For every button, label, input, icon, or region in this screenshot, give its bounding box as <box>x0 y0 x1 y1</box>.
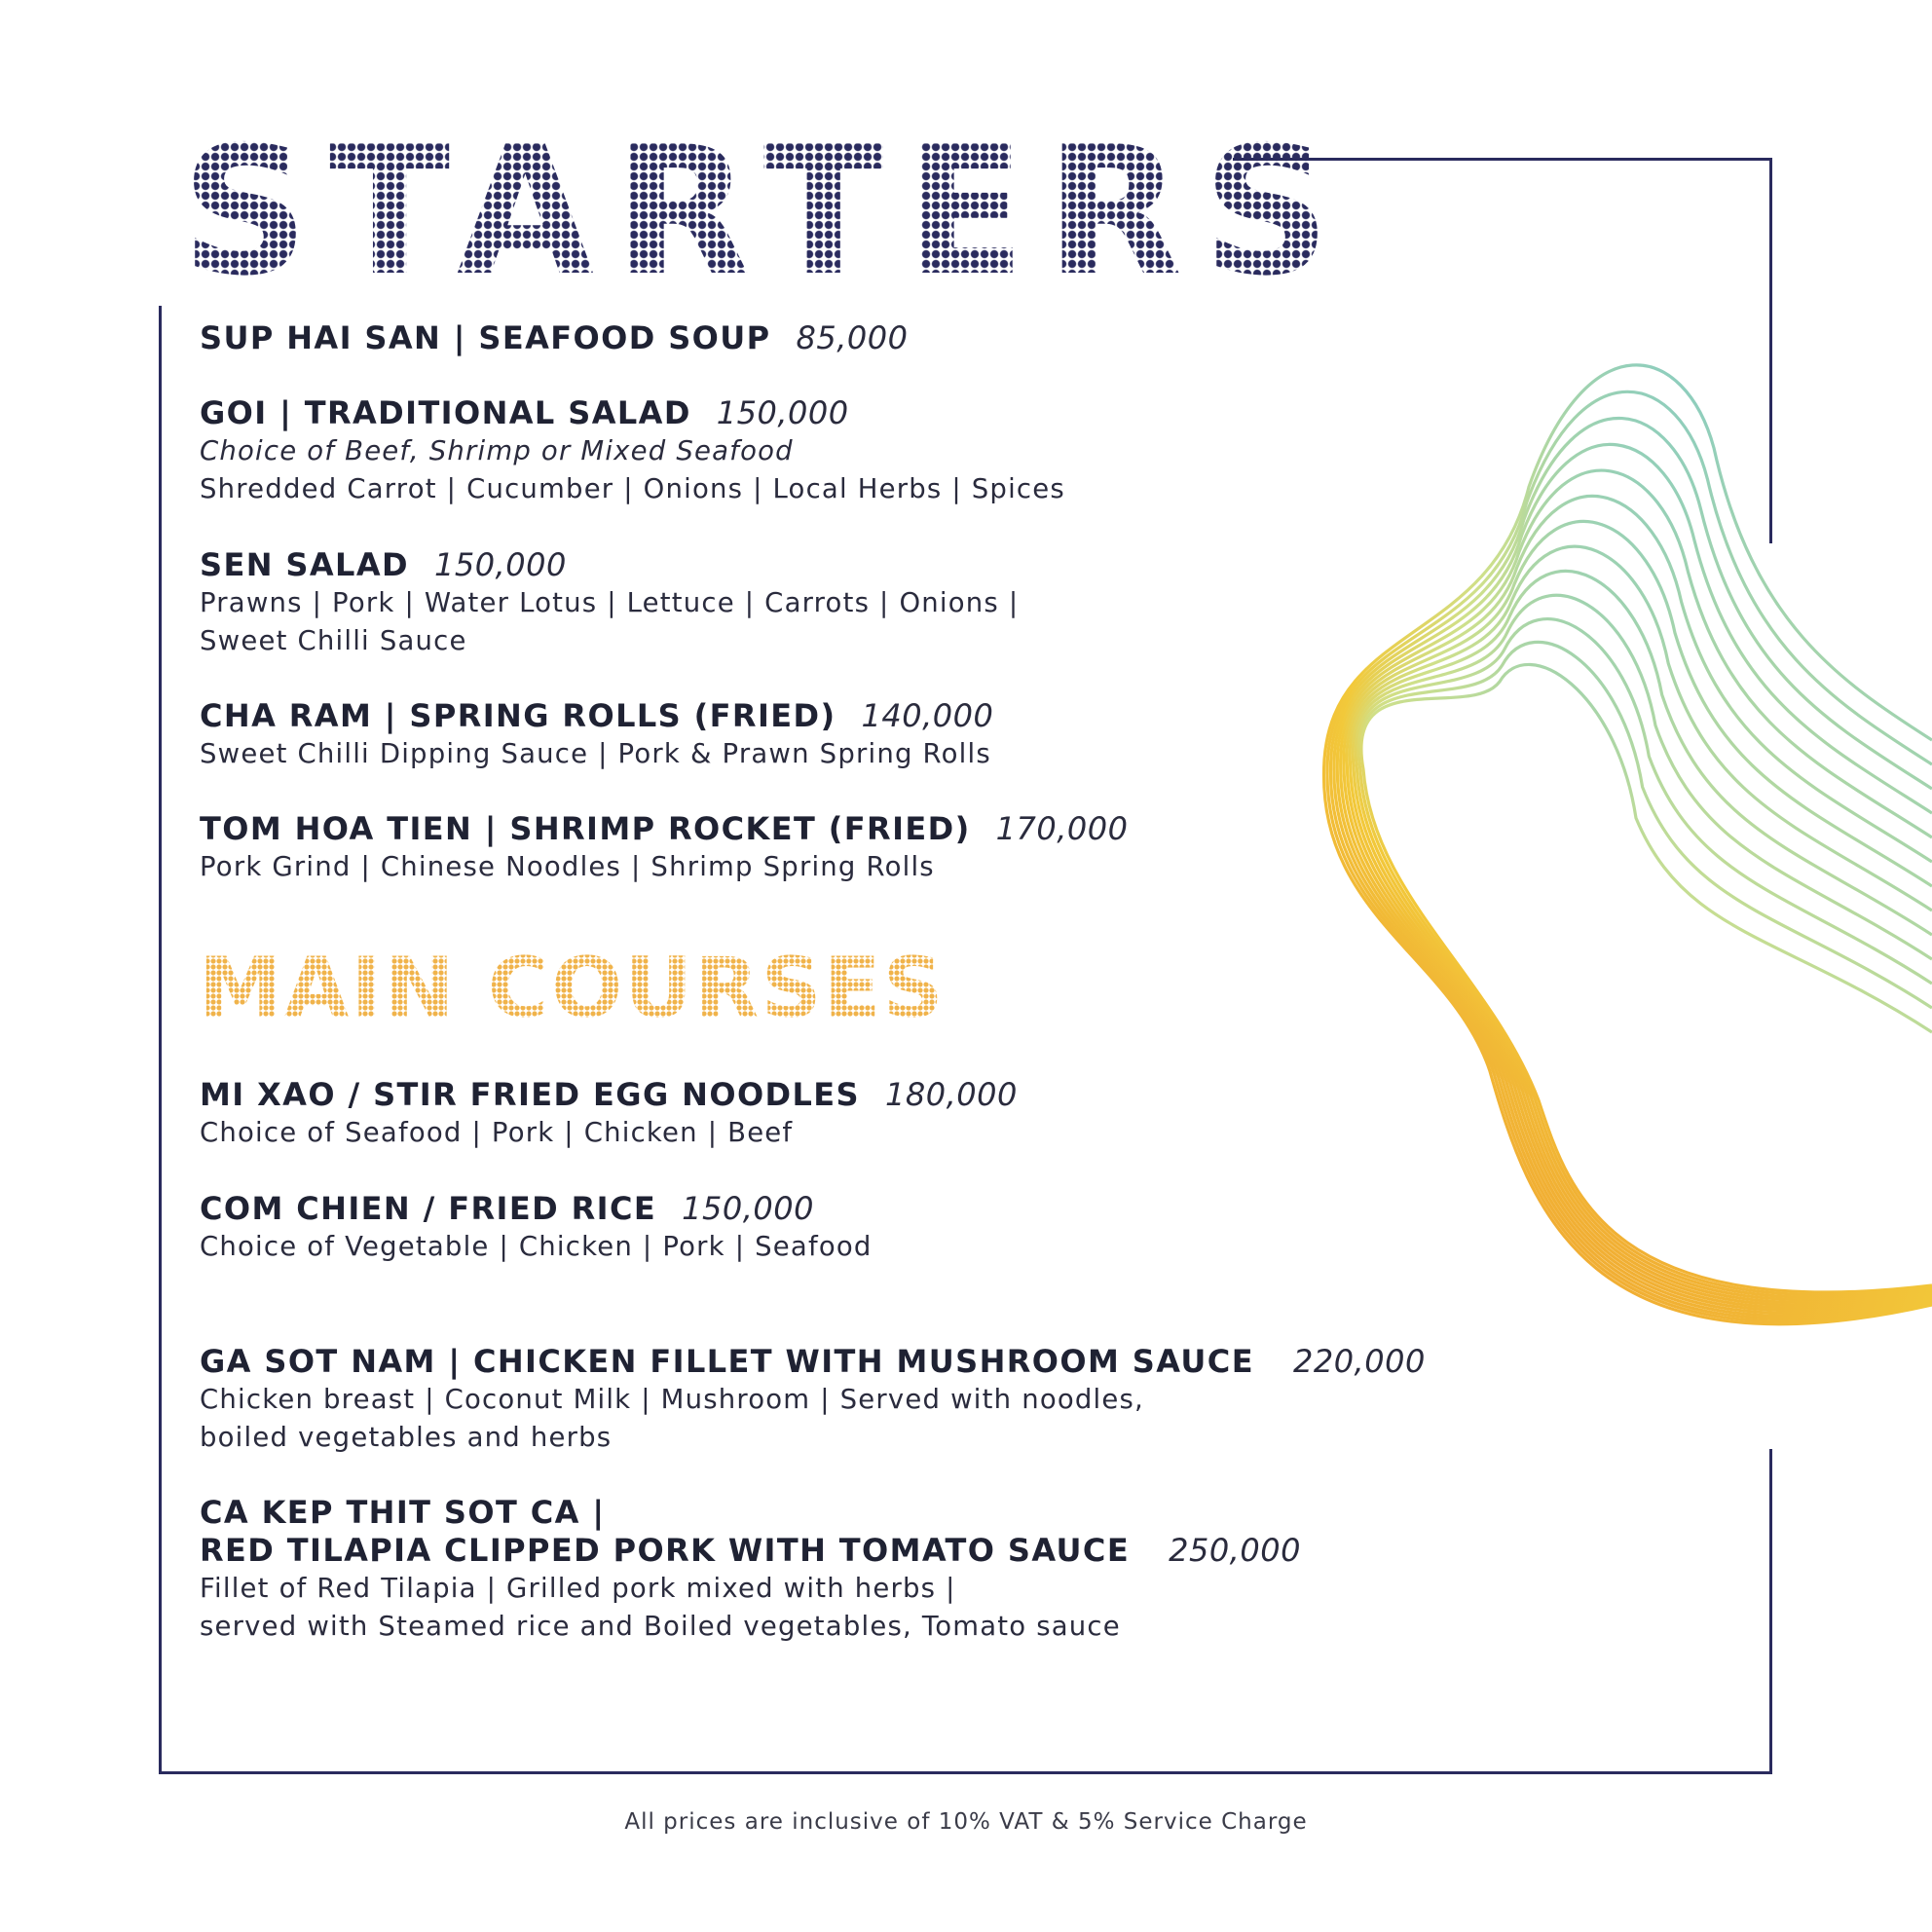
item-description: Sweet Chilli Sauce <box>200 625 467 656</box>
item-title <box>200 1076 1349 1114</box>
menu-item-seafood-soup <box>200 319 1349 357</box>
menu-item-chicken-fillet <box>200 1343 1426 1457</box>
item-name: MI XAO / STIR FRIED EGG NOODLES <box>200 1076 861 1113</box>
wave-line <box>1341 496 1932 1310</box>
item-price: 220,000 <box>1292 1343 1426 1380</box>
item-description: Choice of Seafood | Pork | Chicken | Beef <box>200 1117 794 1148</box>
item-title <box>200 1494 1349 1532</box>
wave-line <box>1347 546 1932 1305</box>
menu-item-traditional-salad <box>200 394 1349 508</box>
item-price: 180,000 <box>885 1076 1018 1113</box>
menu-item-spring-rolls <box>200 697 1349 773</box>
item-name: SUP HAI SAN | SEAFOOD SOUP <box>200 319 771 356</box>
item-price: 140,000 <box>861 697 994 734</box>
starters-heading: STARTERS <box>181 108 1352 315</box>
item-title <box>200 319 1349 357</box>
wave-line <box>1330 418 1932 1319</box>
item-price: 85,000 <box>796 319 909 356</box>
item-title <box>200 394 1349 432</box>
item-title <box>200 1343 1426 1381</box>
menu-item-fried-rice <box>200 1190 1349 1266</box>
frame-left-line <box>159 306 162 1774</box>
main-courses-heading: MAIN COURSES <box>199 940 946 1037</box>
item-price: 150,000 <box>716 394 849 431</box>
item-name: SEN SALAD <box>200 546 409 583</box>
item-description: Chicken breast | Coconut Milk | Mushroom | Served with noodles, <box>200 1384 1144 1415</box>
item-name: RED TILAPIA CLIPPED PORK WITH TOMATO SAUCE <box>200 1532 1131 1569</box>
item-description: Prawns | Pork | Water Lotus | Lettuce | Carrots | Onions | <box>200 587 1020 618</box>
item-name: CHA RAM | SPRING ROLLS (FRIED) <box>200 697 836 734</box>
item-description: Shredded Carrot | Cucumber | Onions | Local Herbs | Spices <box>200 473 1065 504</box>
wave-lines-decoration <box>1292 331 1932 1441</box>
item-name: COM CHIEN / FRIED RICE <box>200 1190 657 1227</box>
menu-item-shrimp-rocket <box>200 810 1349 886</box>
menu-item-red-tilapia <box>200 1494 1349 1646</box>
wave-line <box>1337 470 1932 1313</box>
frame-bottom-line <box>159 1771 1772 1774</box>
item-price: 150,000 <box>433 546 567 583</box>
item-title <box>200 697 1349 735</box>
item-description: Choice of Vegetable | Chicken | Pork | Seafood <box>200 1231 873 1262</box>
item-price: 250,000 <box>1169 1532 1301 1569</box>
item-description: boiled vegetables and herbs <box>200 1422 613 1453</box>
frame-right-line-lower <box>1769 1449 1772 1774</box>
item-name: GOI | TRADITIONAL SALAD <box>200 394 691 431</box>
item-title <box>200 810 1349 848</box>
item-description: served with Steamed rice and Boiled vegetables, Tomato sauce <box>200 1611 1121 1642</box>
item-description: Choice of Beef, Shrimp or Mixed Seafood <box>200 435 794 466</box>
menu-item-egg-noodles <box>200 1076 1349 1152</box>
item-title <box>200 1532 1349 1570</box>
item-title <box>200 546 1349 584</box>
footer-note: All prices are inclusive of 10% VAT & 5% Service Charge <box>624 1809 1308 1835</box>
item-name: TOM HOA TIEN | SHRIMP ROCKET (FRIED) <box>200 810 971 847</box>
item-description: Pork Grind | Chinese Noodles | Shrimp Spring Rolls <box>200 851 935 882</box>
item-description: Fillet of Red Tilapia | Grilled pork mixed with herbs | <box>200 1573 956 1604</box>
menu-item-sen-salad <box>200 546 1349 660</box>
item-name: CA KEP THIT SOT CA | <box>200 1494 606 1531</box>
item-title <box>200 1190 1349 1228</box>
item-description: Sweet Chilli Dipping Sauce | Pork & Prawn Spring Rolls <box>200 738 991 769</box>
item-name: GA SOT NAM | CHICKEN FILLET WITH MUSHROOM SAUCE <box>200 1343 1254 1380</box>
item-price: 150,000 <box>682 1190 814 1227</box>
item-price: 170,000 <box>995 810 1129 847</box>
